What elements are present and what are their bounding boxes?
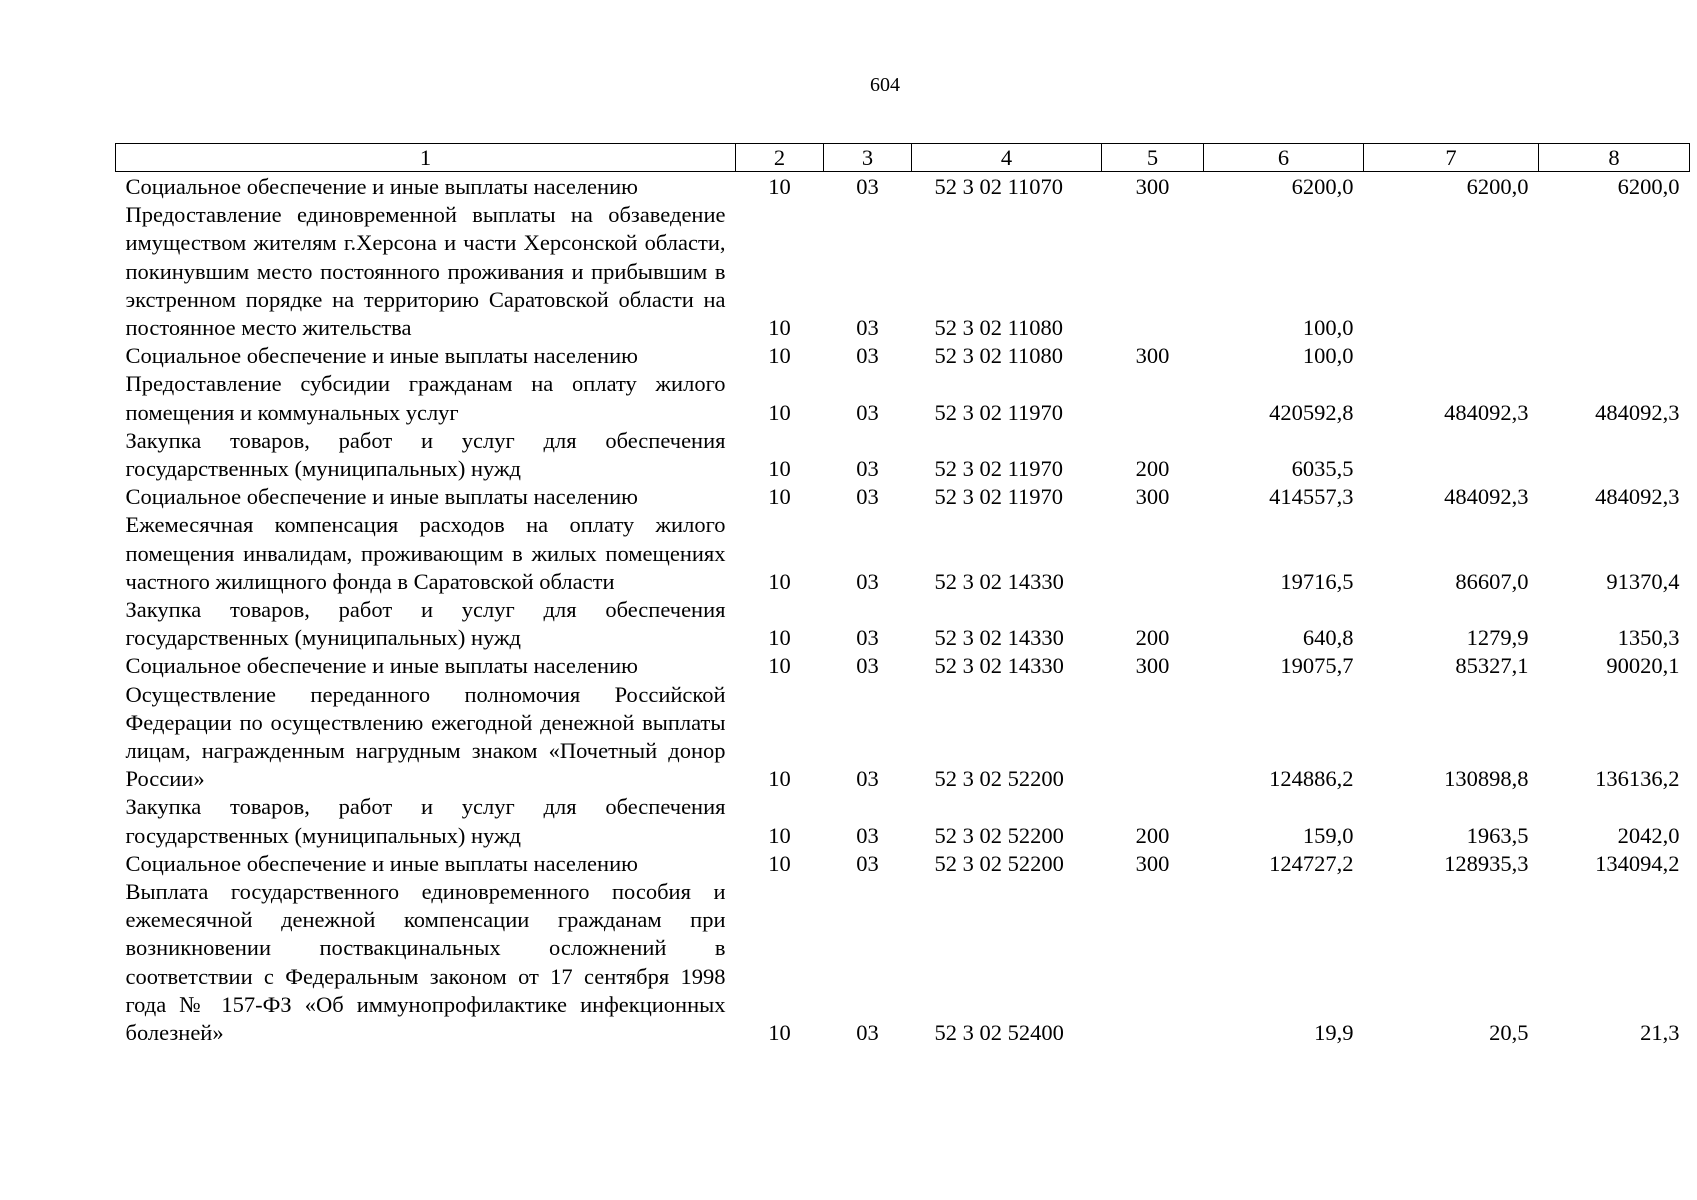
amount-col-8-cell [1539, 427, 1690, 483]
section-code-cell: 10 [768, 343, 791, 369]
amount-col-6-cell: 19716,5 [1280, 568, 1354, 594]
subsection-code-cell: 03 [856, 653, 879, 679]
expense-type-code-cell [1102, 681, 1204, 794]
row-name-cell: Социальное обеспечение и иные выплаты населению [125, 850, 638, 876]
target-article-code-cell: 52 3 02 11070 [934, 174, 1064, 199]
amount-col-7-cell: 130898,8 [1444, 766, 1529, 792]
table-row [116, 596, 1690, 652]
subsection-code-cell: 03 [856, 174, 879, 199]
row-name-cell: Выплата государственного единовременного пособия и ежемесячной денежной компенсации гражданам при возникновении поствакцинальных осложнений в соответствии с Федеральным законом от 17 сентября 1998 года № 157-ФЗ «Об иммунопрофилактике инфекционных болезней» [125, 879, 726, 1046]
column-header-5: 5 [1102, 144, 1204, 172]
expense-type-code-cell [1102, 878, 1204, 1047]
amount-col-6-cell: 6035,5 [1291, 456, 1354, 482]
section-code-cell: 10 [768, 653, 791, 679]
amount-col-6-cell: 640,8 [1302, 625, 1354, 651]
expense-type-code-cell [1102, 370, 1204, 426]
target-article-code-cell: 52 3 02 11080 [934, 315, 1064, 341]
column-header-1: 1 [116, 144, 736, 172]
section-code-cell: 10 [768, 315, 791, 341]
table-row [116, 483, 1690, 511]
section-code-cell: 10 [768, 456, 791, 482]
table-row [116, 201, 1690, 342]
amount-col-8-cell: 21,3 [1640, 1020, 1680, 1046]
amount-col-7-cell: 1279,9 [1466, 625, 1529, 651]
amount-col-7-cell: 1963,5 [1466, 822, 1529, 848]
amount-col-7-cell: 484092,3 [1444, 484, 1529, 510]
subsection-code-cell: 03 [856, 625, 879, 651]
target-article-code-cell: 52 3 02 52400 [934, 1020, 1064, 1046]
subsection-code-cell: 03 [856, 766, 879, 792]
table-row [116, 793, 1690, 849]
target-article-code-cell: 52 3 02 11970 [934, 456, 1064, 482]
subsection-code-cell: 03 [856, 822, 879, 848]
target-article-code-cell: 52 3 02 11080 [934, 343, 1064, 369]
row-name-cell: Закупка товаров, работ и услуг для обеспечения государственных (муниципальных) нужд [125, 794, 726, 848]
amount-col-6-cell: 124886,2 [1269, 766, 1354, 792]
expense-type-code-cell: 300 [1135, 343, 1170, 369]
amount-col-8-cell: 484092,3 [1595, 399, 1680, 425]
row-name-cell: Ежемесячная компенсация расходов на оплату жилого помещения инвалидам, проживающим в жилых помещениях частного жилищного фонда в Саратовской области [125, 512, 726, 594]
row-name-cell: Предоставление субсидии гражданам на оплату жилого помещения и коммунальных услуг [125, 371, 726, 425]
section-code-cell: 10 [768, 484, 791, 510]
section-code-cell: 10 [768, 822, 791, 848]
amount-col-8-cell: 484092,3 [1595, 484, 1680, 510]
column-header-4: 4 [912, 144, 1102, 172]
row-name-cell: Осуществление переданного полномочия Российской Федерации по осуществлению ежегодной денежной выплаты лицам, награжденным нагрудным знаком «Почетный донор России» [125, 681, 726, 792]
section-code-cell: 10 [768, 174, 791, 199]
expense-type-code-cell: 200 [1135, 456, 1170, 482]
section-code-cell: 10 [768, 568, 791, 594]
amount-col-8-cell [1539, 201, 1690, 342]
amount-col-8-cell: 134094,2 [1595, 850, 1680, 876]
amount-col-6-cell: 19,9 [1314, 1020, 1354, 1046]
subsection-code-cell: 03 [856, 1020, 879, 1046]
subsection-code-cell: 03 [856, 399, 879, 425]
section-code-cell: 10 [768, 1020, 791, 1046]
amount-col-6-cell: 100,0 [1302, 315, 1354, 341]
amount-col-8-cell: 6200,0 [1617, 174, 1680, 199]
amount-col-6-cell: 159,0 [1302, 822, 1354, 848]
amount-col-6-cell: 420592,8 [1269, 399, 1354, 425]
subsection-code-cell: 03 [856, 850, 879, 876]
amount-col-6-cell: 414557,3 [1269, 484, 1354, 510]
row-name-cell: Социальное обеспечение и иные выплаты населению [125, 653, 638, 679]
amount-col-7-cell: 86607,0 [1455, 568, 1529, 594]
subsection-code-cell: 03 [856, 484, 879, 510]
expense-type-code-cell [1102, 201, 1204, 342]
expense-type-code-cell: 200 [1135, 625, 1170, 651]
amount-col-8-cell: 136136,2 [1595, 766, 1680, 792]
section-code-cell: 10 [768, 625, 791, 651]
amount-col-7-cell: 20,5 [1489, 1020, 1529, 1046]
expense-type-code-cell: 300 [1135, 653, 1170, 679]
target-article-code-cell: 52 3 02 14330 [934, 625, 1064, 651]
subsection-code-cell: 03 [856, 315, 879, 341]
amount-col-8-cell: 2042,0 [1617, 822, 1680, 848]
amount-col-7-cell: 128935,3 [1444, 850, 1529, 876]
amount-col-6-cell: 6200,0 [1291, 174, 1354, 199]
section-code-cell: 10 [768, 399, 791, 425]
amount-col-6-cell: 124727,2 [1269, 850, 1354, 876]
target-article-code-cell: 52 3 02 14330 [934, 653, 1064, 679]
section-code-cell: 10 [768, 766, 791, 792]
target-article-code-cell: 52 3 02 14330 [934, 568, 1064, 594]
amount-col-7-cell: 6200,0 [1466, 174, 1529, 199]
row-name-cell: Закупка товаров, работ и услуг для обеспечения государственных (муниципальных) нужд [125, 597, 726, 651]
subsection-code-cell: 03 [856, 343, 879, 369]
header-row [116, 144, 1690, 172]
column-header-7: 7 [1364, 144, 1539, 172]
amount-col-7-cell [1364, 427, 1539, 483]
amount-col-7-cell: 484092,3 [1444, 399, 1529, 425]
amount-col-6-cell: 100,0 [1302, 343, 1354, 369]
expense-type-code-cell: 300 [1135, 484, 1170, 510]
expense-type-code-cell: 200 [1135, 822, 1170, 848]
subsection-code-cell: 03 [856, 568, 879, 594]
amount-col-7-cell [1364, 201, 1539, 342]
expense-type-code-cell: 300 [1135, 174, 1170, 199]
column-header-6: 6 [1204, 144, 1364, 172]
section-code-cell: 10 [768, 850, 791, 876]
table-row [116, 652, 1690, 680]
column-header-3: 3 [824, 144, 912, 172]
table-row [116, 342, 1690, 370]
target-article-code-cell: 52 3 02 11970 [934, 484, 1064, 510]
expense-type-code-cell: 300 [1135, 850, 1170, 876]
table-body [116, 172, 1690, 1048]
row-name-cell: Закупка товаров, работ и услуг для обеспечения государственных (муниципальных) нужд [125, 427, 726, 482]
column-header-8: 8 [1539, 144, 1690, 172]
row-name-cell: Социальное обеспечение и иные выплаты населению [125, 343, 638, 369]
table-row [116, 172, 1690, 202]
budget-table [115, 143, 1690, 1047]
row-name-cell: Социальное обеспечение и иные выплаты населению [125, 174, 638, 199]
column-header-2: 2 [736, 144, 824, 172]
expense-type-code-cell [1102, 511, 1204, 596]
row-name-cell: Предоставление единовременной выплаты на обзаведение имуществом жителям г.Херсона и части Херсонской области, покинувшим место постоянного проживания и прибывшим в экстренном порядке на территорию Саратовской области на постоянное место жительства [125, 202, 726, 341]
table-row [116, 878, 1690, 1047]
amount-col-6-cell: 19075,7 [1280, 653, 1354, 679]
table-row [116, 850, 1690, 878]
table-row [116, 681, 1690, 794]
table-row [116, 511, 1690, 596]
table-row [116, 370, 1690, 426]
page-number: 604 [870, 74, 900, 96]
target-article-code-cell: 52 3 02 11970 [934, 399, 1064, 425]
amount-col-7-cell: 85327,1 [1455, 653, 1529, 679]
target-article-code-cell: 52 3 02 52200 [934, 850, 1064, 876]
amount-col-8-cell: 91370,4 [1606, 568, 1680, 594]
row-name-cell: Социальное обеспечение и иные выплаты населению [125, 484, 638, 510]
amount-col-8-cell: 1350,3 [1617, 625, 1680, 651]
target-article-code-cell: 52 3 02 52200 [934, 766, 1064, 792]
table-row [116, 427, 1690, 483]
target-article-code-cell: 52 3 02 52200 [934, 822, 1064, 848]
amount-col-8-cell: 90020,1 [1606, 653, 1680, 679]
amount-col-8-cell [1539, 342, 1690, 370]
subsection-code-cell: 03 [856, 456, 879, 482]
amount-col-7-cell [1364, 342, 1539, 370]
